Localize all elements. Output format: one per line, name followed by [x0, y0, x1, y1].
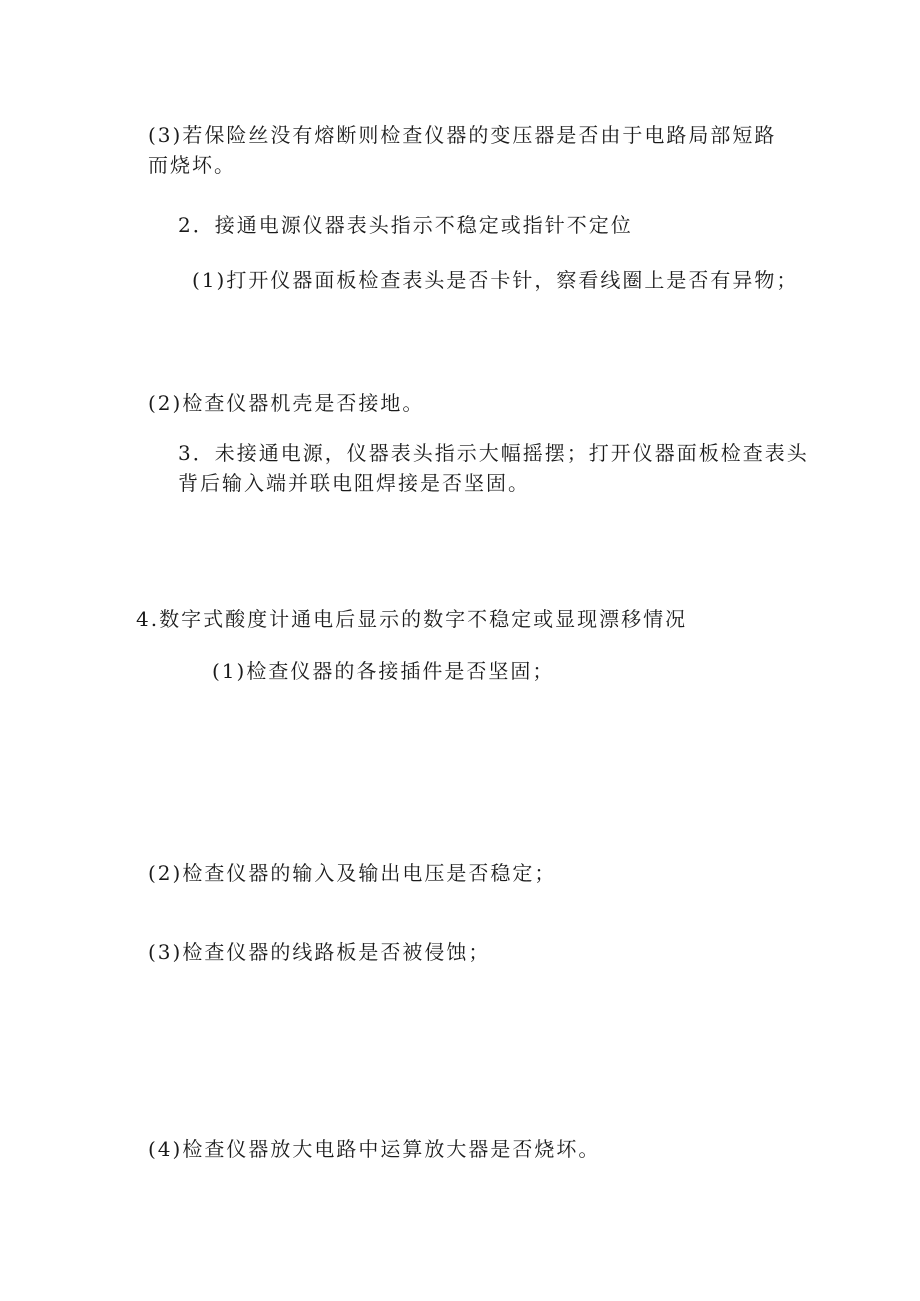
section-2-item-1: (1)打开仪器面板检查表头是否卡针，察看线圈上是否有异物；	[192, 268, 799, 292]
section-4-item-4: (4)检查仪器放大电路中运算放大器是否烧坏。	[148, 1137, 601, 1161]
section-4-item-2: (2)检查仪器的输入及输出电压是否稳定；	[148, 861, 557, 885]
section-4-item-1: (1)检查仪器的各接插件是否坚固；	[212, 659, 555, 683]
paragraph-item-3-blown-fuse: (3)若保险丝没有熔断则检查仪器的变压器是否由于电路局部短路而烧坏。	[148, 123, 777, 177]
section-3-paragraph: 3．未接通电源，仪器表头指示大幅摇摆；打开仪器面板检查表头背后输入端并联电阻焊接是否坚固。	[178, 441, 809, 495]
section-2-heading: 2．接通电源仪器表头指示不稳定或指针不定位	[178, 213, 633, 237]
section-2-item-2: (2)检查仪器机壳是否接地。	[148, 391, 425, 415]
section-4-item-3: (3)检查仪器的线路板是否被侵蚀；	[148, 940, 491, 964]
section-4-heading: 4.数字式酸度计通电后显示的数字不稳定或显现漂移情况	[136, 607, 688, 631]
